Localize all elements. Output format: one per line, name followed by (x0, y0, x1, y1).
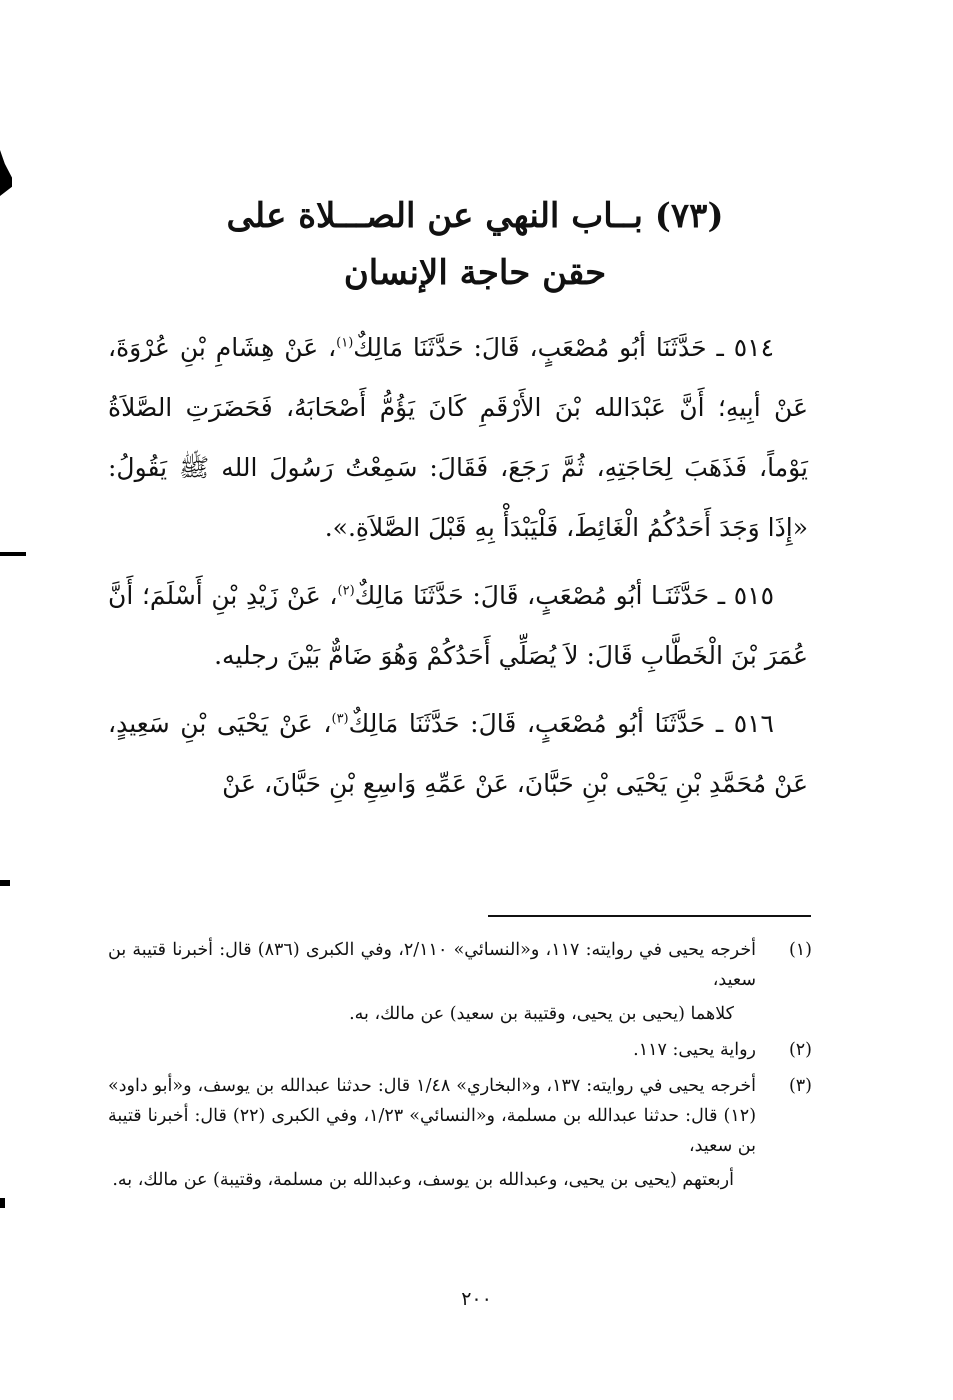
footnote-divider (488, 915, 811, 917)
hadith-516 (108, 694, 808, 814)
hadith-text: ٥١٥ ـ حَدَّثَنَـا أبُو مُصْعَبٍ، قَالَ: حَدَّثَنَا مَالِكٌ (354, 581, 775, 610)
hadith-text: ٥١٦ ـ حَدَّثَنَا أبُو مُصْعَبٍ، قَالَ: حَدَّثَنَا مَالِكٌ (348, 709, 774, 738)
chapter-title-line-1: (٧٣) بــاب النهي عن الصـــلاة على (226, 196, 724, 236)
page-number: ٢٠٠ (461, 1288, 492, 1310)
footnote-continuation: أربعتهم (يحيى بن يحيى، وعبدالله بن يوسف، وعبدالله بن مسلمة، وقتيبة) عن مالك، به. (112, 1170, 734, 1190)
footnote-1 (108, 935, 812, 1029)
footnote-3 (108, 1071, 812, 1195)
chapter-title-line-2: حقن حاجة الإنسان (343, 253, 607, 293)
footnote-ref: (١) (336, 335, 354, 351)
footnotes (108, 935, 812, 1201)
footnote-number: (٢) (788, 1040, 812, 1060)
margin-mark (0, 552, 26, 556)
footnote-text: أخرجه يحيى في روايته: ١١٧، و«النسائي» ٢/١١٠، وفي الكبرى (٨٣٦) قال: أخبرنا قتيبة بن سعيد، (108, 940, 757, 990)
margin-mark (0, 1198, 5, 1208)
footnote-number: (١) (788, 940, 812, 960)
hadith-text: ، عَنْ هِشَامِ بْنِ عُرْوَةَ، عَنْ أبِيهِ؛ أَنَّ عَبْدَالله بْنَ الأَرْقَمِ كَانَ يَؤُمُّ أَصْحَابَهُ، فَحَضَرَتِ الصَّلاَةُ يَوْماً، فَذَهَبَ لِحَاجَتِهِ، ثُمَّ رَجَعَ، فَقَالَ: سَمِعْتُ رَسُولَ الله ﷺ يَقُولُ: «إِذَا وَجَدَ أَحَدُكُمُ الْغَائِطَ، فَلْيَبْدَأْ بِهِ قَبْلَ الصَّلاَةِ.». (108, 333, 808, 542)
main-text (108, 318, 808, 822)
footnote-ref: (٢) (337, 583, 355, 599)
margin-mark (0, 150, 12, 196)
footnote-2 (108, 1035, 812, 1065)
hadith-text: ٥١٤ ـ حَدَّثَنَا أبُو مُصْعَبٍ، قَالَ: حَدَّثَنَا مَالِكٌ (353, 333, 775, 362)
footnote-ref: (٣) (331, 711, 349, 727)
hadith-text: ، عَنْ زَيْدِ بْنِ أَسْلَمَ؛ أَنَّ عُمَرَ بْنَ الْخَطَّابِ قَالَ: لاَ يُصَلِّي أَحَدُكُمْ وَهُوَ ضَامٌّ بَيْنَ رجليه. (108, 581, 808, 670)
hadith-text: ، عَنْ يَحْيَى بْنِ سَعِيدٍ، عَنْ مُحَمَّدِ بْنِ يَحْيَى بْنِ حَبَّانَ، عَنْ عَمِّهِ وَاسِعِ بْنِ حَبَّانَ، عَنْ (108, 709, 808, 798)
hadith-514 (108, 318, 808, 558)
margin-mark (0, 880, 10, 886)
footnote-continuation: كلاهما (يحيى بن يحيى، وقتيبة بن سعيد) عن مالك، به. (349, 1004, 734, 1024)
hadith-515 (108, 566, 808, 686)
footnote-number: (٣) (788, 1076, 812, 1096)
footnote-text: أخرجه يحيى في روايته: ١٣٧، و«البخاري» ١/٤٨ قال: حدثنا عبدالله بن يوسف، و«أبو داود» (١٢) قال: حدثنا عبدالله بن مسلمة، و«النسائي» ١/٢٣، وفي الكبرى (٢٢) قال: أخبرنا قتيبة بن سعيد، (108, 1076, 757, 1156)
footnote-text: رواية يحيى: ١١٧. (633, 1040, 756, 1060)
